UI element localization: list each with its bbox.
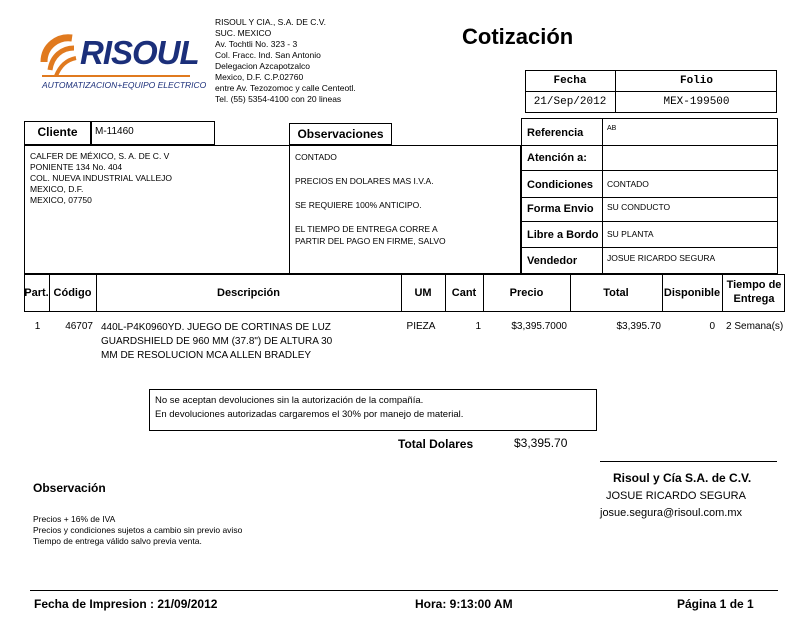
obs-line: PRECIOS EN DOLARES MAS I.V.A. [295,176,434,186]
detail-value-forma-envio: SU CONDUCTO [607,202,671,212]
col-header-cant: Cant [451,287,477,299]
fecha-value: 21/Sep/2012 [533,96,607,108]
observaciones-text [295,151,446,247]
cell-part: 1 [34,321,41,332]
address-line: CALFER DE MÉXICO, S. A. DE C. V [30,151,170,161]
logo-tagline: AUTOMATIZACION+EQUIPO ELECTRICO [42,80,207,90]
address-line: MEXICO, D.F. [30,184,84,194]
obs-line [295,187,446,199]
observacion-line: Precios y condiciones sujetos a cambio sin previo aviso [33,525,243,535]
col-header-part: Part. [24,287,49,299]
cell-codigo: 46707 [65,321,93,332]
footer-fecha-impresion: Fecha de Impresion : 21/09/2012 [34,597,218,611]
observacion-text [33,514,242,547]
obs-line: PARTIR DEL PAGO EN FIRME, SALVO [295,236,446,246]
col-header-total: Total [603,287,629,299]
cell-descripcion: 440L-P4K0960YD. JUEGO DE CORTINAS DE LUZ GUARDSHIELD DE 960 MM (37.8") DE ALTURA 30 MM DE RESOLUCION MCA ALLEN BRADLEY [101,322,333,361]
notice-text [155,394,463,422]
company-line: Mexico, D.F. C.P.02760 [215,72,304,82]
observaciones-label: Observaciones [297,127,384,141]
detail-value-condiciones: CONTADO [607,179,649,189]
address-line: PONIENTE 134 No. 404 [30,162,123,172]
cell-tiempo: 2 Semana(s) [726,321,784,332]
detail-label-libre-a-bordo: Libre a Bordo [527,229,599,241]
col-header-codigo: Código [53,287,92,299]
observacion-line: Tiempo de entrega válido salvo previa venta. [33,536,202,546]
col-header-descripcion: Descripción [217,287,280,299]
cell-total: $3,395.70 [616,321,661,332]
total-label: Total Dolares [398,437,474,451]
cliente-code: M-11460 [95,126,134,137]
obs-line: SE REQUIERE 100% ANTICIPO. [295,200,422,210]
obs-line [295,211,446,223]
company-line: Col. Fracc. Ind. San Antonio [215,50,321,60]
col-header-precio: Precio [509,287,544,299]
col-header-tiempo: Tiempo de Entrega [726,279,782,305]
footer-hora: Hora: 9:13:00 AM [415,597,513,611]
footer-divider [30,590,778,591]
detail-label-condiciones: Condiciones [527,179,594,191]
company-line: SUC. MEXICO [215,28,272,38]
detail-value-referencia: AB [607,125,617,132]
address-line: MEXICO, 07750 [30,195,92,205]
company-line: Tel. (55) 5354-4100 con 20 lineas [215,94,342,104]
logo-divider [42,75,190,77]
cliente-label: Cliente [37,125,78,139]
fecha-label: Fecha [553,75,587,87]
folio-value: MEX-199500 [663,96,730,108]
cell-precio: $3,395.7000 [511,321,567,332]
detail-label-atencion: Atención a: [527,152,587,164]
signature-email: josue.segura@risoul.com.mx [600,507,742,519]
folio-label: Folio [679,75,713,87]
cliente-address [30,151,172,206]
total-value: $3,395.70 [514,436,568,450]
obs-line [295,163,446,175]
details-grid [521,118,778,274]
signature-company: Risoul y Cía S.A. de C.V. [613,471,752,485]
col-header-um: UM [414,287,432,299]
company-address [215,17,356,105]
cell-cant: 1 [475,321,481,332]
notice-line: No se aceptan devoluciones sin la autorización de la compañía. [155,395,424,406]
obs-line: CONTADO [295,152,337,162]
col-header-disponible: Disponible [663,287,721,299]
logo-name: RISOUL [80,34,199,71]
notice-line: En devoluciones autorizadas cargaremos el 30% por manejo de material. [155,409,464,420]
obs-line: EL TIEMPO DE ENTREGA CORRE A [295,224,438,234]
company-line: RISOUL Y CIA., S.A. DE C.V. [215,17,327,27]
cell-um: PIEZA [406,321,436,332]
company-line: entre Av. Tezozomoc y calle Centeotl. [215,83,356,93]
company-line: Delegacion Azcapotzalco [215,61,310,71]
detail-value-vendedor: JOSUE RICARDO SEGURA [607,253,716,263]
footer-pagina: Página 1 de 1 [677,597,754,611]
detail-label-referencia: Referencia [527,127,584,139]
address-line: COL. NUEVA INDUSTRIAL VALLEJO [30,173,173,183]
document-title: Cotización [462,24,574,49]
detail-label-forma-envio: Forma Envio [527,203,594,215]
company-line: Av. Tochtli No. 323 - 3 [215,39,298,49]
signature-line [600,461,777,462]
cell-disponible: 0 [709,321,715,332]
detail-value-libre-a-bordo: SU PLANTA [607,229,654,239]
signature-name: JOSUE RICARDO SEGURA [606,490,746,502]
observacion-line: Precios + 16% de IVA [33,514,116,524]
company-logo [38,28,207,100]
observacion-title: Observación [33,481,106,495]
detail-label-vendedor: Vendedor [527,255,578,267]
